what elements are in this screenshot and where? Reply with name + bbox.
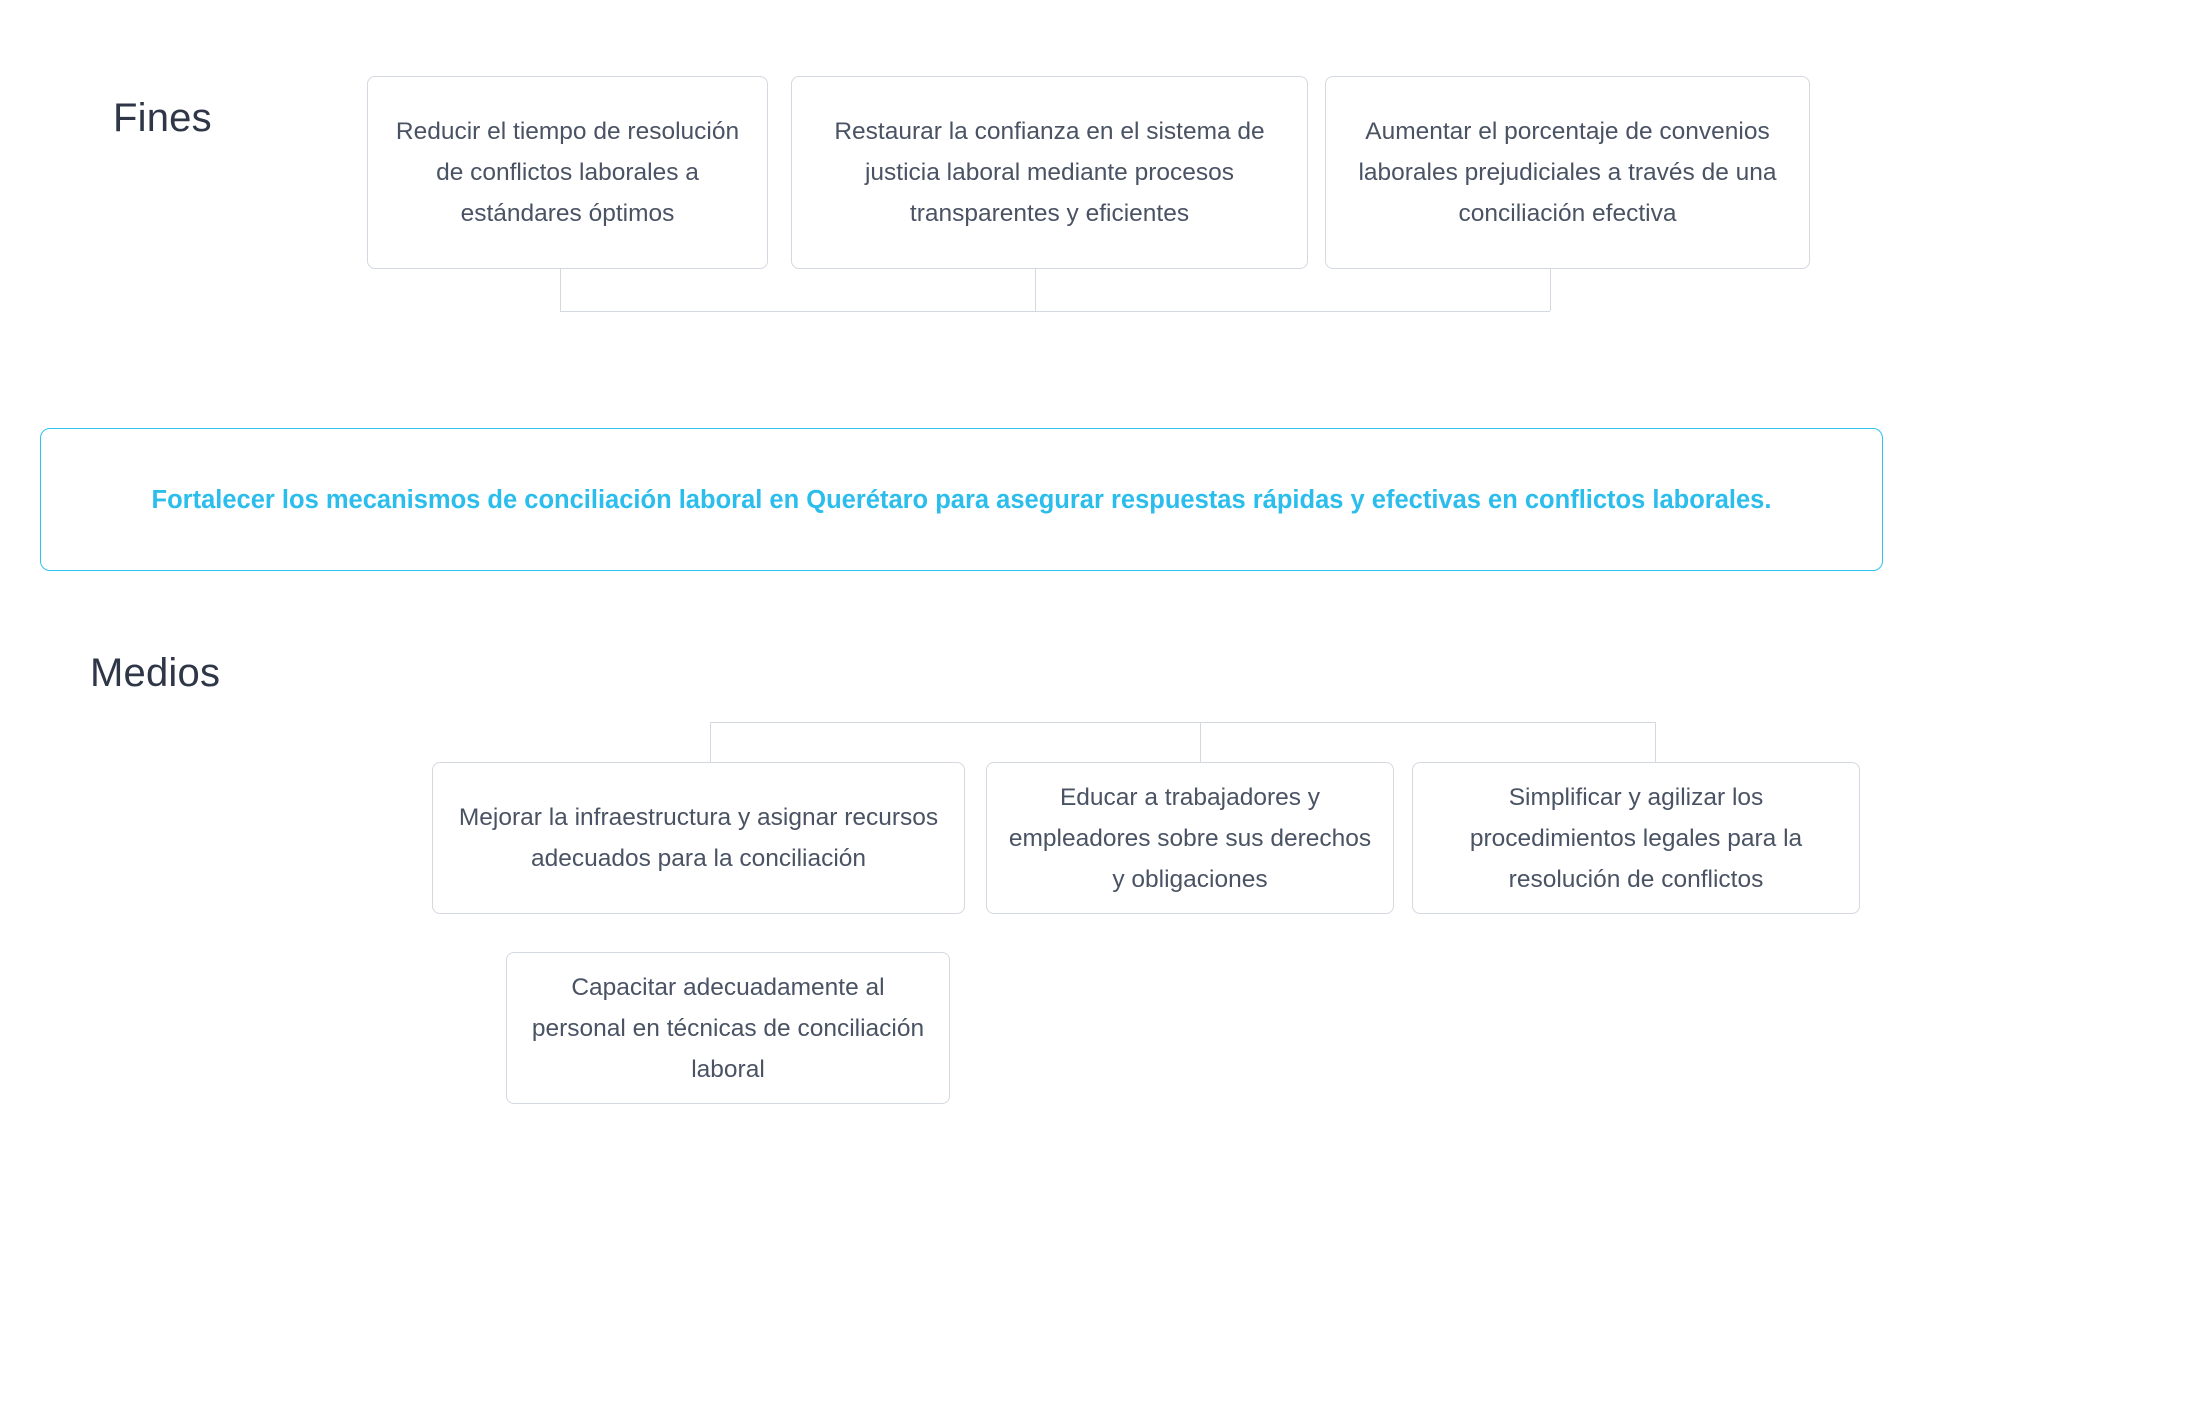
connector-fines-branch-3 (1550, 269, 1551, 311)
central-objective-box[interactable] (40, 428, 1883, 571)
medios-node-label: Capacitar adecuadamente al personal en técnicas de conciliación laboral (531, 973, 925, 1083)
fines-node[interactable] (367, 76, 768, 269)
medios-node[interactable] (986, 762, 1394, 914)
medios-node[interactable] (1412, 762, 1860, 914)
fines-node-label: Reducir el tiempo de resolución de conflictos laborales a estándares óptimos (395, 118, 740, 227)
fines-node-label: Aumentar el porcentaje de convenios laborales prejudiciales a través de una conciliación efectiva (1358, 118, 1777, 227)
medios-node[interactable] (432, 762, 965, 914)
connector-medios-trunk (710, 722, 1655, 723)
fines-node[interactable] (1325, 76, 1810, 269)
medios-node[interactable] (506, 952, 950, 1104)
connector-fines-branch-1 (560, 269, 561, 311)
connector-medios-branch-2 (1200, 722, 1201, 762)
fines-node-label: Restaurar la confianza en el sistema de justicia laboral mediante procesos transparentes y eficientes (834, 118, 1265, 227)
connector-medios-branch-3 (1655, 722, 1656, 762)
section-title-fines: Fines (113, 96, 212, 140)
connector-medios-branch-1 (710, 722, 711, 762)
connector-fines-trunk (560, 311, 1550, 312)
fines-node[interactable] (791, 76, 1308, 269)
medios-node-label: Mejorar la infraestructura y asignar recursos adecuados para la conciliación (458, 804, 939, 872)
medios-node-label: Educar a trabajadores y empleadores sobre sus derechos y obligaciones (1008, 783, 1372, 893)
section-title-medios: Medios (90, 651, 221, 695)
medios-node-label: Simplificar y agilizar los procedimientos legales para la resolución de conflictos (1469, 783, 1803, 893)
connector-fines-branch-2 (1035, 269, 1036, 311)
central-objective-text: Fortalecer los mecanismos de conciliación laboral en Querétaro para asegurar respuestas rápidas y efectivas en conflictos laborales. (151, 485, 1772, 514)
